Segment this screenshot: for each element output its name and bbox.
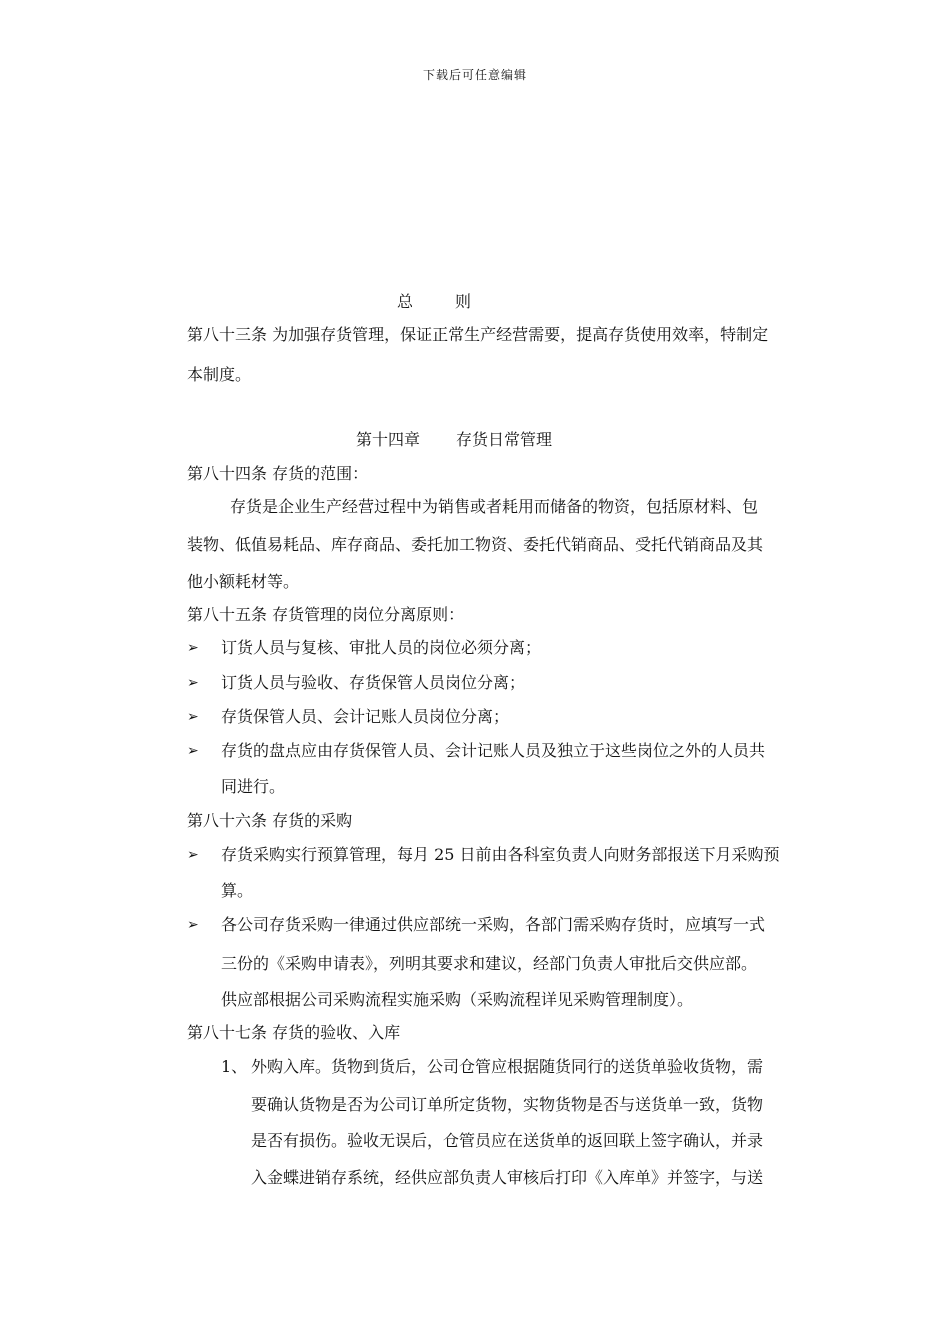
article-84-paragraph-line-2: 装物、低值易耗品、库存商品、委托加工物资、委托代销商品、受托代销商品及其 [187, 535, 764, 554]
article-86-heading: 第八十六条 存货的采购 [187, 811, 353, 830]
article-85-bullet-2: 订货人员与验收、存货保管人员岗位分离； [221, 673, 526, 692]
article-87-item-1-number: 1、 [221, 1057, 248, 1076]
general-title-char-2: 则 [455, 292, 472, 311]
article-85-bullet-1: 订货人员与复核、审批人员的岗位必须分离； [221, 638, 542, 657]
article-85-bullet-3: 存货保管人员、会计记账人员岗位分离； [221, 707, 510, 726]
article-83-line-2: 本制度。 [187, 365, 252, 384]
article-87-item-1-line-4: 入金蝶进销存系统，经供应部负责人审核后打印《入库单》并签字，与送 [251, 1168, 764, 1187]
bullet-arrow-icon: ➢ [187, 847, 199, 863]
article-87-heading: 第八十七条 存货的验收、入库 [187, 1023, 401, 1042]
article-86-bullet-2-line-1: 各公司存货采购一律通过供应部统一采购，各部门需采购存货时，应填写一式 [221, 915, 766, 934]
article-84-paragraph-line-3: 他小额耗材等。 [187, 572, 300, 591]
page-header-note: 下载后可任意编辑 [422, 68, 527, 82]
chapter-number: 第十四章 [356, 430, 421, 449]
bullet-arrow-icon: ➢ [187, 675, 199, 691]
article-87-item-1-line-2: 要确认货物是否为公司订单所定货物，实物货物是否与送货单一致，货物 [251, 1095, 764, 1114]
bullet-arrow-icon: ➢ [187, 709, 199, 725]
article-86-bullet-2-line-2: 三份的《采购申请表》，列明其要求和建议，经部门负责人审批后交供应部。 [221, 954, 758, 973]
article-85-bullet-4-line-1: 存货的盘点应由存货保管人员、会计记账人员及独立于这些岗位之外的人员共 [221, 741, 766, 760]
article-84-heading: 第八十四条 存货的范围： [187, 464, 369, 483]
general-title-char-1: 总 [397, 292, 414, 311]
article-86-bullet-2-line-3: 供应部根据公司采购流程实施采购（采购流程详见采购管理制度）。 [221, 990, 694, 1009]
bullet-arrow-icon: ➢ [187, 640, 199, 656]
bullet-arrow-icon: ➢ [187, 917, 199, 933]
article-87-item-1-line-3: 是否有损伤。验收无误后，仓管员应在送货单的返回联上签字确认，并录 [251, 1131, 764, 1150]
bullet-arrow-icon: ➢ [187, 743, 199, 759]
article-83-line-1: 第八十三条 为加强存货管理，保证正常生产经营需要，提高存货使用效率，特制定 [187, 325, 769, 344]
article-86-bullet-1-line-1: 存货采购实行预算管理，每月 25 日前由各科室负责人向财务部报送下月采购预 [221, 845, 780, 864]
chapter-title: 存货日常管理 [456, 430, 553, 449]
article-86-bullet-1-line-2: 算。 [221, 881, 254, 900]
article-87-item-1-line-1: 外购入库。货物到货后，公司仓管应根据随货同行的送货单验收货物，需 [251, 1057, 764, 1076]
article-85-heading: 第八十五条 存货管理的岗位分离原则： [187, 605, 465, 624]
article-84-paragraph-line-1: 存货是企业生产经营过程中为销售或者耗用而储备的物资，包括原材料、包 [230, 497, 759, 516]
article-85-bullet-4-line-2: 同进行。 [221, 777, 286, 796]
